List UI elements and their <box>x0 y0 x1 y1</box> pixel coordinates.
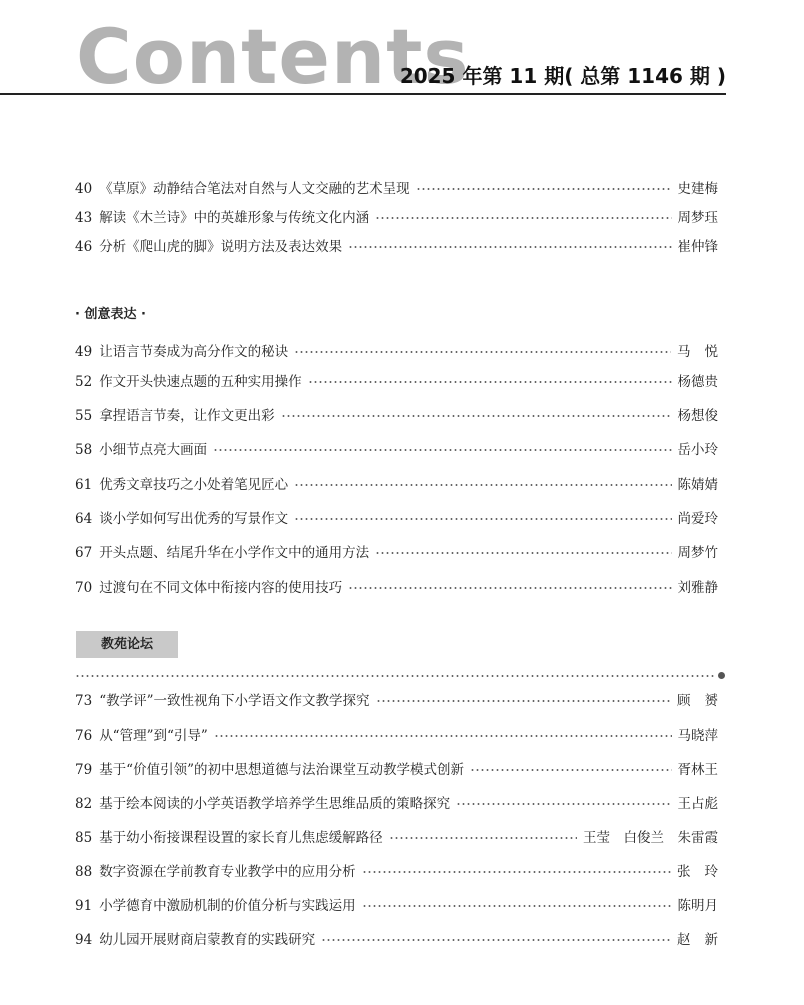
toc-page-number: 88 <box>75 864 93 880</box>
toc-author: 史建梅 <box>677 181 718 197</box>
toc-title: 基于“价值引领”的初中思想道德与法治课堂互动教学模式创新 <box>99 762 464 778</box>
toc-title: 过渡句在不同文体中衔接内容的使用技巧 <box>99 580 343 596</box>
leader-dots <box>308 381 672 383</box>
toc-entry[interactable] <box>75 177 718 201</box>
toc-entry[interactable] <box>75 370 718 394</box>
toc-title: 《草原》动静结合笔法对自然与人文交融的艺术呈现 <box>99 181 410 197</box>
toc-entry[interactable] <box>75 860 732 884</box>
toc-author: 马悦 <box>677 344 732 360</box>
leader-dots <box>213 449 671 451</box>
toc-author: 杨德贵 <box>677 374 718 390</box>
toc-entry[interactable] <box>75 894 718 918</box>
toc-entry[interactable] <box>75 235 718 259</box>
toc-title: 拿捏语言节奏，让作文更出彩 <box>99 408 275 424</box>
toc-title: 谈小学如何写出优秀的写景作文 <box>99 511 289 527</box>
toc-author: 赵新 <box>677 932 732 948</box>
toc-page-number: 61 <box>75 477 93 493</box>
issue-number: 2025 年第 11 期( 总第 1146 期 ) <box>399 64 726 88</box>
leader-dots <box>416 188 672 190</box>
toc-page-number: 49 <box>75 344 93 360</box>
toc-author: 陈婧婧 <box>677 477 718 493</box>
toc-entry[interactable] <box>75 792 718 816</box>
toc-author: 岳小玲 <box>677 442 718 458</box>
toc-entry[interactable] <box>75 826 718 850</box>
toc-author: 陈明月 <box>677 898 718 914</box>
section-divider <box>75 675 716 677</box>
toc-author: 马晓萍 <box>677 728 718 744</box>
toc-page-number: 43 <box>75 210 93 226</box>
toc-page-number: 76 <box>75 728 93 744</box>
toc-author: 崔仲锋 <box>677 239 718 255</box>
leader-dots <box>294 484 671 486</box>
leader-dots <box>281 415 672 417</box>
toc-page-number: 73 <box>75 693 93 709</box>
toc-title: 基于幼小衔接课程设置的家长育儿焦虑缓解路径 <box>99 830 383 846</box>
toc-page-number: 58 <box>75 442 93 458</box>
toc-author: 顾赟 <box>677 693 732 709</box>
toc-author: 刘雅静 <box>677 580 718 596</box>
leader-dots <box>321 939 671 941</box>
toc-entry[interactable] <box>75 724 718 748</box>
bullet-icon <box>718 672 725 679</box>
toc-entry[interactable] <box>75 340 732 364</box>
section-heading-forum: 教苑论坛 <box>76 631 178 658</box>
toc-author: 周梦竹 <box>677 545 718 561</box>
toc-title: 从“管理”到“引导” <box>99 728 208 744</box>
toc-page-number: 55 <box>75 408 93 424</box>
toc-title: 小学德育中激励机制的价值分析与实践运用 <box>99 898 356 914</box>
toc-author: 胥林王 <box>677 762 718 778</box>
toc-author: 王莹 白俊兰 朱雷霞 <box>583 830 718 846</box>
toc-title: 数字资源在学前教育专业教学中的应用分析 <box>99 864 356 880</box>
toc-entry[interactable] <box>75 758 718 782</box>
leader-dots <box>389 837 577 839</box>
toc-title: 基于绘本阅读的小学英语教学培养学生思维品质的策略探究 <box>99 796 451 812</box>
toc-entry[interactable] <box>75 576 718 600</box>
toc-author: 尚爱玲 <box>677 511 718 527</box>
toc-title: 让语言节奏成为高分作文的秘诀 <box>99 344 289 360</box>
leader-dots <box>376 700 672 702</box>
leader-dots <box>294 351 671 353</box>
leader-dots <box>348 587 671 589</box>
toc-page-number: 70 <box>75 580 93 596</box>
toc-title: 解读《木兰诗》中的英雄形象与传统文化内涵 <box>99 210 370 226</box>
toc-author: 周梦珏 <box>677 210 718 226</box>
toc-entry[interactable] <box>75 689 732 713</box>
toc-title: “教学评”一致性视角下小学语文作文教学探究 <box>99 693 370 709</box>
contents-title: Contents <box>76 12 470 101</box>
toc-page-number: 67 <box>75 545 93 561</box>
header-rule <box>0 93 726 95</box>
leader-dots <box>470 769 672 771</box>
toc-entry[interactable] <box>75 206 718 230</box>
leader-dots <box>362 871 671 873</box>
toc-author: 张玲 <box>677 864 732 880</box>
toc-entry[interactable] <box>75 541 718 565</box>
leader-dots <box>294 518 671 520</box>
toc-page-number: 79 <box>75 762 93 778</box>
toc-title: 分析《爬山虎的脚》说明方法及表达效果 <box>99 239 343 255</box>
toc-page-number: 82 <box>75 796 93 812</box>
toc-entry[interactable] <box>75 438 718 462</box>
leader-dots <box>214 735 672 737</box>
toc-author: 王占彪 <box>677 796 718 812</box>
toc-page-number: 85 <box>75 830 93 846</box>
section-heading-creative: · 创意表达 · <box>75 307 146 322</box>
toc-entry[interactable] <box>75 507 718 531</box>
toc-page-number: 94 <box>75 932 93 948</box>
toc-entry[interactable] <box>75 404 718 428</box>
toc-page-number: 64 <box>75 511 93 527</box>
toc-page-number: 91 <box>75 898 93 914</box>
toc-author: 杨想俊 <box>677 408 718 424</box>
leader-dots <box>362 905 672 907</box>
leader-dots <box>375 552 671 554</box>
toc-title: 小细节点亮大画面 <box>99 442 208 458</box>
toc-page-number: 46 <box>75 239 93 255</box>
leader-dots <box>348 246 671 248</box>
toc-title: 幼儿园开展财商启蒙教育的实践研究 <box>99 932 316 948</box>
toc-page-number: 52 <box>75 374 93 390</box>
toc-title: 开头点题、结尾升华在小学作文中的通用方法 <box>99 545 370 561</box>
page-header <box>0 0 804 100</box>
toc-page-number: 40 <box>75 181 93 197</box>
leader-dots <box>456 803 671 805</box>
toc-entry[interactable] <box>75 928 732 952</box>
toc-title: 优秀文章技巧之小处着笔见匠心 <box>99 477 289 493</box>
toc-title: 作文开头快速点题的五种实用操作 <box>99 374 302 390</box>
leader-dots <box>375 217 671 219</box>
toc-entry[interactable] <box>75 473 718 497</box>
